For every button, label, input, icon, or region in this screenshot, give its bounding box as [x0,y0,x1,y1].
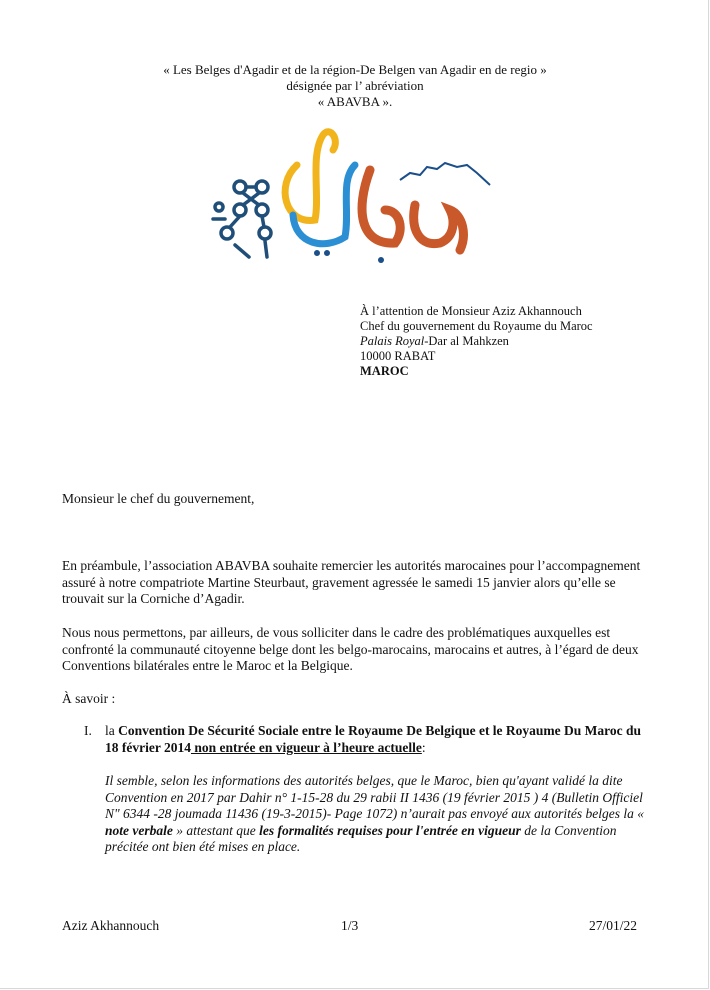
address-line-2: Chef du gouvernement du Royaume du Maroc [360,319,593,333]
paragraph-2: Nous nous permettons, par ailleurs, de vous solliciter dans le cadre des problématiques auxquelles est confronté la communauté citoyenne belge dont les belgo-marocains, marocains et autres, à l’égard de deux Conventions bilatérales entre le Maroc et la Belgique. [62,625,639,673]
logo-blue-stroke [293,165,355,244]
abavba-logo [205,125,505,270]
logo-skyline [400,163,490,185]
address-country: MAROC [360,364,409,378]
logo-orange-stroke-1 [362,170,400,243]
header-line-3: « ABAVBA ». [317,94,393,109]
not-in-force-note: non entrée en vigueur à l’heure actuelle [190,739,422,755]
list-item-1 [84,723,644,756]
a-savoir: À savoir : [62,691,116,706]
logo-yellow-stroke [285,132,335,221]
footer-page-number: 1/3 [341,918,359,933]
address-palace: Palais Royal [360,334,425,348]
address-line-3 [360,334,593,349]
address-line-1: À l’attention de Monsieur Aziz Akhannouch [360,304,582,318]
logo-orange-stroke-2 [414,205,464,250]
list-numeral: I. [84,723,92,738]
salutation: Monsieur le chef du gouvernement, [62,491,255,506]
atomium-icon [213,181,271,257]
header-line-1: « Les Belges d'Agadir et de la région-De Belgen van Agadir en de regio » [163,62,547,77]
footer-date: 27/01/22 [589,918,638,933]
footer-author: Aziz Akhannouch [62,918,160,933]
list-item-1-title: la Convention De Sécurité Sociale entre le Royaume De Belgique et le Royaume Du Maroc du 18 février 2014 non entrée en vigueur à l’heure actuelle: [105,723,642,755]
recipient-address [360,304,593,379]
header-line-2: désignée par l’ abréviation [286,78,424,93]
paragraph-1: En préambule, l’association ABAVBA souhaite remercier les autorités marocaines pour l’accompagnement assuré à notre compatriote Martine Steurbaut, gravement agressée le samedi 15 janvier alors qu’elle se trouvait sur la Corniche d’Agadir. [62,558,641,606]
address-palace-rest: -Dar al Mahkzen [424,334,509,348]
list-item-1-details: Il semble, selon les informations des autorités belges, que le Maroc, bien qu'ayant validé la dite Convention en 2017 par Dahir n° 1-15-28 du 29 rabii II 1436 (19 février 2015 ) 4 (Bulletin Officiel N" 6344 -28 joumada 11436 (19-3-2015)- Page 1072) n’aurait pas envoyé aux autorités belges la « note verbale » attestant que les formalités requises pour l'entrée en vigueur de la Convention précitée ont bien été mises en place. [105,773,644,854]
address-line-4: 10000 RABAT [360,349,436,363]
